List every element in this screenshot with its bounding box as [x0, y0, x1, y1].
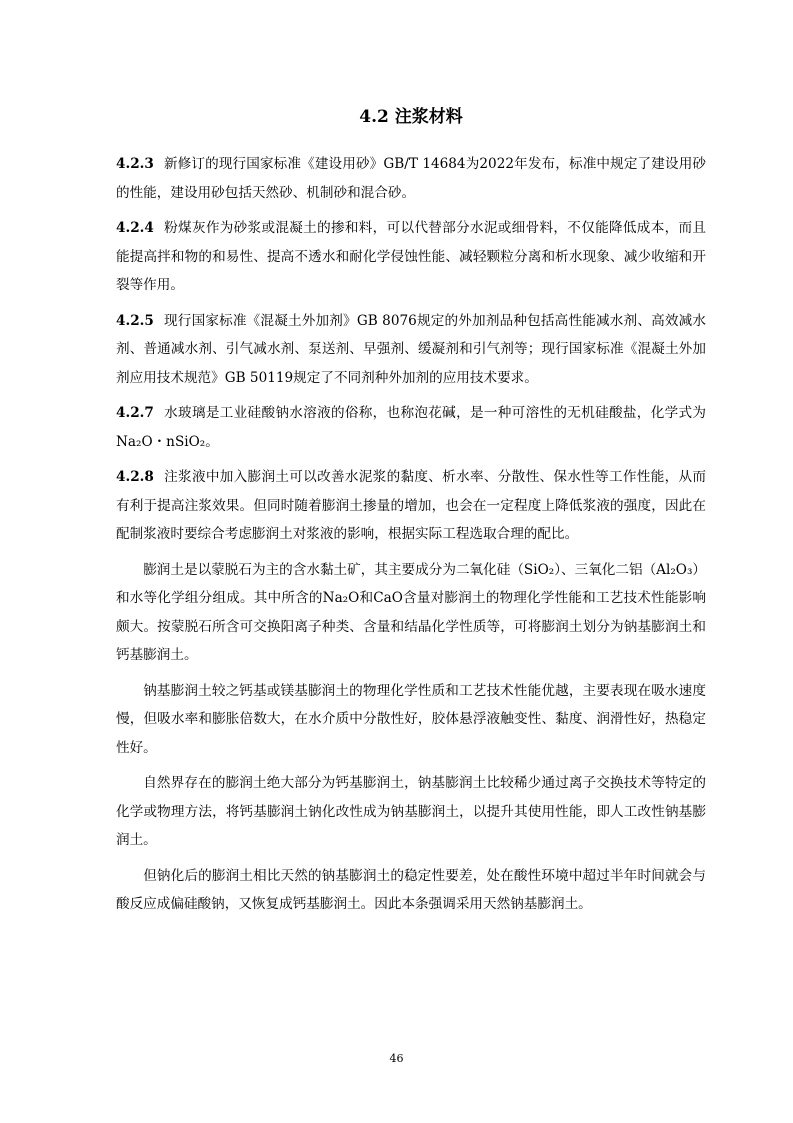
clause-4-2-7: [116, 399, 706, 456]
page-number: 46: [389, 1052, 404, 1065]
clause-number: 4.2.4: [116, 220, 154, 236]
natural-bentonite-paragraph: 自然界存在的膨润土绝大部分为钙基膨润土，钠基膨润土比较稀少通过离子交换技术等特定的化学或物理方法，将钙基膨润土钠化改性成为钠基膨润土，以提升其使用性能，即人工改性钠基膨润土。: [116, 775, 706, 848]
clause-number: 4.2.5: [116, 312, 154, 329]
section-number: 4.2: [359, 107, 389, 127]
clause-text: 水玻璃是工业硅酸钠水溶液的俗称，也称泡花碱，是一种可溶性的无机硅酸盐，化学式为Na₂O・nSiO₂。: [116, 405, 706, 450]
clause-text: 现行国家标准《混凝土外加剂》GB 8076规定的外加剂品种包括高性能减水剂、高效减水剂、普通减水剂、引气减水剂、泵送剂、早强剂、缓凝剂和引气剂等；现行国家标准《混凝土外加剂应用技术规范》GB 50119规定了不同剂种外加剂的应用技术要求。: [116, 312, 706, 386]
stability-paragraph: 但钠化后的膨润土相比天然的钠基膨润土的稳定性要差，处在酸性环境中超过半年时间就会与酸反应成偏硅酸钠，又恢复成钙基膨润土。因此本条强调采用天然钠基膨润土。: [116, 867, 706, 912]
page-content: [116, 104, 706, 926]
clause-number: 4.2.3: [116, 156, 154, 172]
clause-4-2-3: [116, 150, 706, 207]
sodium-bentonite-paragraph: 钠基膨润土较之钙基或镁基膨润土的物理化学性质和工艺技术性能优越，主要表现在吸水速度慢，但吸水率和膨胀倍数大，在水介质中分散性好，胶体悬浮液触变性、黏度、润滑性好，热稳定性好。: [116, 682, 706, 756]
clause-4-2-5: [116, 307, 706, 393]
clause-number: 4.2.7: [116, 405, 154, 421]
bentonite-paragraph: 膨润土是以蒙脱石为主的含水黏土矿，其主要成分为二氧化硅（SiO₂）、三氧化二铝（Al₂O₃）和水等化学组分组成。其中所含的Na₂O和CaO含量对膨润土的物理化学性能和工艺技术性能影响颇大。按蒙脱石所含可交换阳离子种类、含量和结晶化学性质等，可将膨润土划分为钠基膨润土和钙基膨润土。: [116, 561, 706, 663]
clause-4-2-4: [116, 214, 706, 300]
section-heading: [116, 104, 706, 130]
clause-text: 粉煤灰作为砂浆或混凝土的掺和料，可以代替部分水泥或细骨料，不仅能降低成本，而且能提高拌和物的和易性、提高不透水和耐化学侵蚀性能、减轻颗粒分离和析水现象、减少收缩和开裂等作用。: [116, 220, 706, 293]
section-title: 注浆材料: [394, 107, 463, 127]
clause-text: 注浆液中加入膨润土可以改善水泥浆的黏度、析水率、分散性、保水性等工作性能，从而有利于提高注浆效果。但同时随着膨润土掺量的增加，也会在一定程度上降低浆液的强度，因此在配制浆液时要综合考虑膨润土对浆液的影响，根据实际工程选取合理的配比。: [116, 469, 706, 542]
clause-number: 4.2.8: [116, 469, 154, 485]
clause-4-2-8: [116, 463, 706, 549]
clause-text: 新修订的现行国家标准《建设用砂》GB/T 14684为2022年发布，标准中规定了建设用砂的性能，建设用砂包括天然砂、机制砂和混合砂。: [116, 156, 706, 201]
